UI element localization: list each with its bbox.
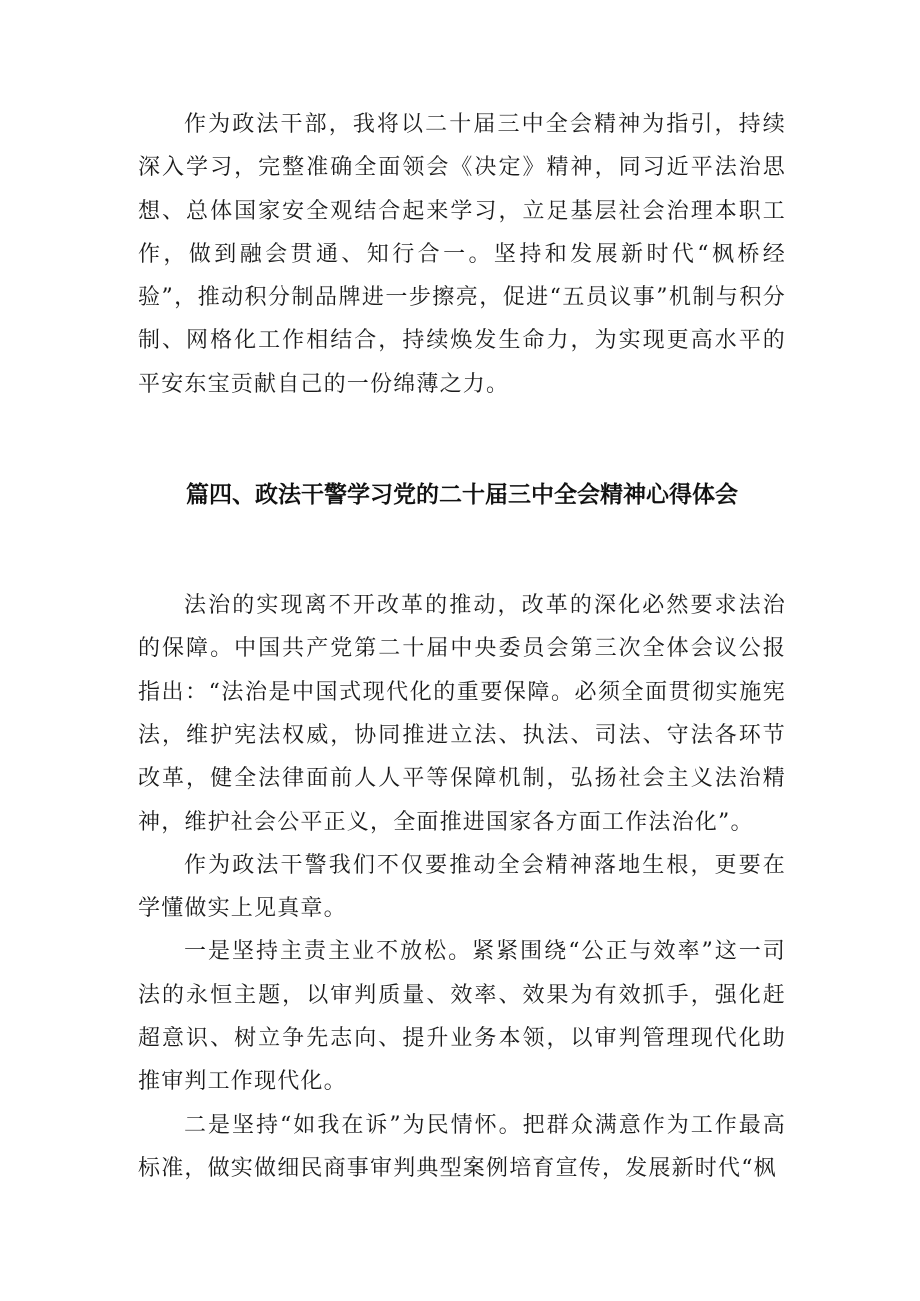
paragraph-point-two: 二是坚持“如我在诉”为民情怀。把群众满意作为工作最高标准，做实做细民商事审判典型案例培育宣传，发展新时代“枫 bbox=[138, 1112, 786, 1181]
paragraph-rule-of-law: 法治的实现离不开改革的推动，改革的深化必然要求法治的保障。中国共产党第二十届中央委员会第三次全体会议公报指出：“法治是中国式现代化的重要保障。必须全面贯彻实施宪法，维护宪法权威，协同推进立法、执法、司法、守法各环节改革，健全法律面前人人平等保障机制，弘扬社会主义法治精神，维护社会公平正义，全面推进国家各方面工作法治化”。 bbox=[138, 593, 786, 835]
paragraph-as-officers: 作为政法干警我们不仅要推动全会精神落地生根，更要在学懂做实上见真章。 bbox=[138, 852, 786, 922]
section-heading: 篇四、政法干警学习党的二十届三中全会精神心得体会 bbox=[186, 482, 738, 509]
paragraph-point-one: 一是坚持主责主业不放松。紧紧围绕“公正与效率”这一司法的永恒主题，以审判质量、效率、效果为有效抓手，强化赶超意识、树立争先志向、提升业务本领，以审判管理现代化助推审判工作现代化。 bbox=[138, 939, 786, 1095]
paragraph-commitment: 作为政法干部，我将以二十届三中全会精神为指引，持续深入学习，完整准确全面领会《决定》精神，同习近平法治思想、总体国家安全观结合起来学习，立足基层社会治理本职工作，做到融会贯通、知行合一。坚持和发展新时代“枫桥经验”，推动积分制品牌进一步擦亮，促进“五员议事”机制与积分制、网格化工作相结合，持续焕发生命力，为实现更高水平的平安东宝贡献自己的一份绵薄之力。 bbox=[138, 112, 786, 397]
document-body bbox=[138, 103, 786, 1190]
